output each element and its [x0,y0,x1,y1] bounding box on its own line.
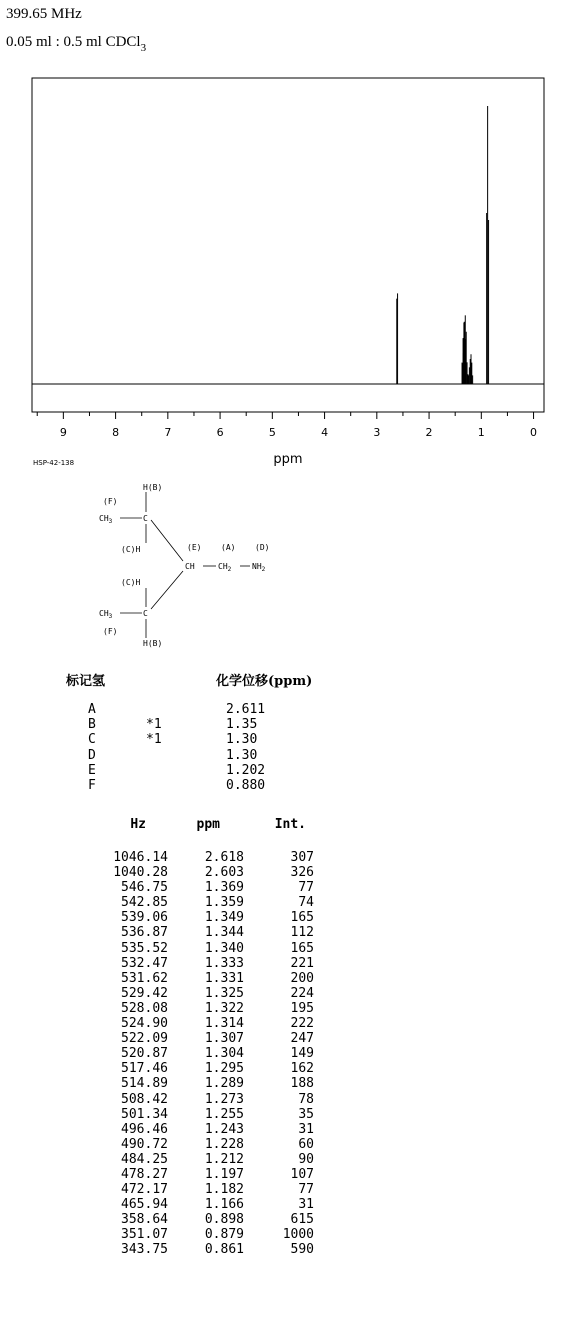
cell-hz: 524.90 [121,1016,168,1032]
bond-lower-diag [151,571,183,609]
label-ch2 [218,562,232,573]
label-hb-top: H(B) [143,483,163,492]
sample-code: HSP-42-138 [33,459,75,467]
label-ch-bottom: CH [99,609,109,618]
cell-int: 1000 [282,1227,314,1243]
label-3-bottom: 3 [108,613,113,620]
x-tick-label: 3 [373,426,381,439]
label-f-bottom: (F) [103,627,118,636]
cell-int: 31 [298,1197,314,1213]
label-c-top: C [143,514,148,523]
cell-int: 165 [290,910,314,926]
cell-ppm: 1.295 [204,1061,244,1077]
label-ch2-2: 2 [227,566,232,573]
label-ch3-top [99,514,113,525]
cell-ppm: 1.243 [204,1121,244,1137]
cell-ppm: 1.369 [204,880,244,896]
x-axis-ticks [37,412,537,439]
cell-int: 77 [298,1182,314,1198]
cell-ppm: 1.331 [204,970,244,986]
header-ppm: ppm [196,817,220,832]
label-c-bottom: C [143,609,148,618]
cell-hz: 484.25 [121,1151,168,1167]
cell-hz: 539.06 [121,910,168,926]
x-tick-label: 5 [268,426,276,439]
cell-ppm: 1.212 [204,1151,244,1167]
x-tick-label: 7 [164,426,172,439]
cell-hz: 490.72 [121,1136,168,1152]
cell-int: 74 [298,895,314,911]
cell-int: 35 [298,1106,314,1122]
assignment-note: *1 [146,732,162,748]
cell-hz: 1040.28 [113,865,168,881]
label-hb-bottom: H(B) [143,639,163,648]
assignment-label: D [88,747,96,763]
cell-hz: 465.94 [121,1197,168,1213]
assignment-label: F [88,777,96,793]
cell-int: 615 [290,1212,314,1228]
label-ch-center: CH [185,562,195,571]
label-a: (A) [221,543,236,552]
cell-int: 112 [290,925,314,941]
label-ch-top: CH [99,514,109,523]
spectrometer-frequency: 399.65 MHz [6,6,82,22]
assignment-shift: 0.880 [226,777,266,793]
cell-hz: 478.27 [121,1166,168,1182]
cell-int: 78 [298,1091,314,1107]
label-nh2 [252,562,266,573]
cell-ppm: 2.618 [204,850,244,865]
label-nh2-2: 2 [261,566,266,573]
label-3-top: 3 [108,518,113,525]
cell-hz: 535.52 [121,940,168,956]
x-tick-label: 8 [112,426,120,439]
cell-int: 222 [290,1016,314,1032]
label-f-top: (F) [103,497,118,506]
cell-ppm: 1.255 [204,1106,244,1122]
nmr-spectrum-chart [0,0,570,665]
label-e: (E) [187,543,202,552]
cell-hz: 351.07 [121,1227,168,1243]
cell-ppm: 0.861 [204,1242,244,1258]
cell-int: 162 [290,1061,314,1077]
cell-int: 221 [290,955,314,971]
cell-ppm: 1.314 [204,1016,244,1032]
solvent-subscript: 3 [140,42,147,54]
assignment-shift: 1.35 [226,717,258,733]
cell-hz: 517.46 [121,1061,168,1077]
bond-upper-diag [151,520,183,561]
cell-ppm: 1.333 [204,955,244,971]
assignment-label-header: 标记氢 [66,674,106,689]
cell-ppm: 0.898 [204,1212,244,1228]
cell-int: 77 [298,880,314,896]
header-int: Int. [274,817,306,832]
cell-hz: 532.47 [121,955,168,971]
cell-hz: 358.64 [121,1212,168,1228]
cell-hz: 472.17 [121,1182,168,1198]
assignment-shift: 2.611 [226,702,266,717]
cell-ppm: 1.197 [204,1166,244,1182]
x-tick-label: 4 [321,426,329,439]
cell-hz: 501.34 [121,1106,168,1122]
cell-hz: 1046.14 [113,850,168,865]
cell-hz: 536.87 [121,925,168,941]
assignment-shift: 1.30 [226,732,258,748]
assignment-shift-header: 化学位移(ppm) [216,674,313,689]
molecular-structure [99,483,269,648]
label-d: (D) [255,543,270,552]
x-tick-label: 0 [530,426,538,439]
cell-ppm: 1.349 [204,910,244,926]
peak-lines [397,106,489,384]
plot-frame [32,78,544,412]
assignment-label: B [88,717,96,733]
cell-ppm: 2.603 [204,865,244,881]
x-axis-title: ppm [273,452,303,467]
cell-ppm: 1.166 [204,1197,244,1213]
cell-int: 60 [298,1136,314,1152]
x-tick-label: 6 [216,426,224,439]
label-nh2-nh: NH [252,562,262,571]
header-hz: Hz [130,817,146,832]
cell-ppm: 1.340 [204,940,244,956]
cell-int: 590 [290,1242,314,1258]
x-tick-label: 9 [59,426,67,439]
cell-ppm: 1.289 [204,1076,244,1092]
cell-hz: 546.75 [121,880,168,896]
cell-hz: 343.75 [121,1242,168,1258]
x-tick-label: 2 [425,426,433,439]
cell-ppm: 1.325 [204,985,244,1001]
cell-ppm: 1.182 [204,1182,244,1198]
label-ch-upper: (C)H [121,545,141,554]
cell-ppm: 0.879 [204,1227,244,1243]
cell-int: 90 [298,1151,314,1167]
x-tick-label: 1 [477,426,485,439]
cell-hz: 542.85 [121,895,168,911]
cell-int: 31 [298,1121,314,1137]
cell-int: 188 [290,1076,314,1092]
cell-hz: 514.89 [121,1076,168,1092]
cell-int: 247 [290,1031,314,1047]
cell-ppm: 1.359 [204,895,244,911]
cell-hz: 531.62 [121,970,168,986]
cell-int: 326 [290,865,314,881]
cell-hz: 496.46 [121,1121,168,1137]
cell-int: 107 [290,1166,314,1182]
assignment-label: E [88,762,96,778]
assignment-label: A [88,702,96,717]
cell-int: 165 [290,940,314,956]
cell-ppm: 1.228 [204,1136,244,1152]
cell-hz: 522.09 [121,1031,168,1047]
cell-hz: 508.42 [121,1091,168,1107]
cell-ppm: 1.344 [204,925,244,941]
cell-ppm: 1.304 [204,1046,244,1062]
label-ch-lower: (C)H [121,578,141,587]
cell-hz: 529.42 [121,985,168,1001]
cell-int: 224 [290,985,314,1001]
assignment-shift: 1.202 [226,762,266,778]
cell-ppm: 1.322 [204,1000,244,1016]
cell-int: 307 [290,850,314,865]
label-ch3-bottom [99,609,113,620]
cell-hz: 520.87 [121,1046,168,1062]
solvent-text: 0.05 ml : 0.5 ml CDCl [6,34,141,50]
label-ch2-ch: CH [218,562,228,571]
assignment-note: *1 [146,717,162,733]
assignment-shift: 1.30 [226,747,258,763]
cell-ppm: 1.273 [204,1091,244,1107]
cell-int: 195 [290,1000,314,1016]
cell-int: 200 [290,970,314,986]
cell-int: 149 [290,1046,314,1062]
cell-hz: 528.08 [121,1000,168,1016]
assignment-label: C [88,732,96,748]
cell-ppm: 1.307 [204,1031,244,1047]
